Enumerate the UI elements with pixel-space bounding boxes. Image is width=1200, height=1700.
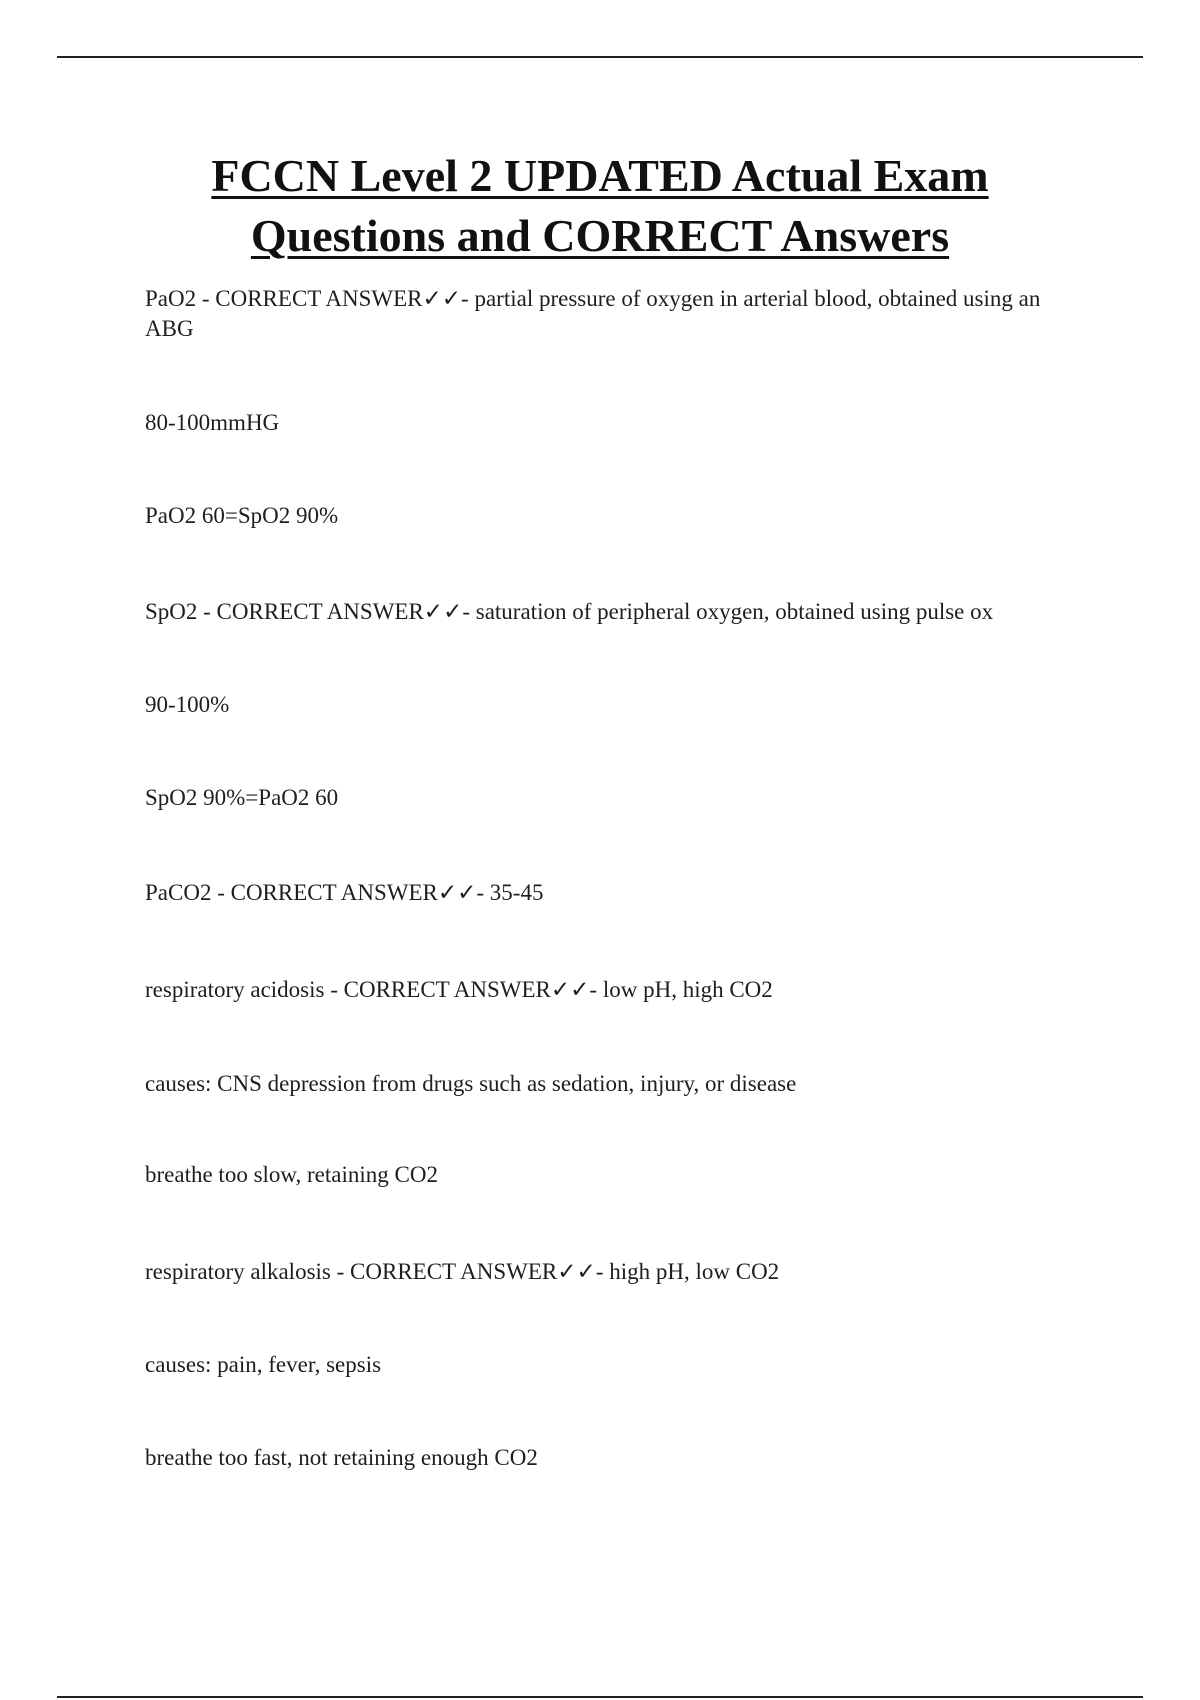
footer-rule [57,1696,1143,1698]
paragraph-pao2-definition: PaO2 - CORRECT ANSWER✓✓- partial pressure of oxygen in arterial blood, obtained using an ABG [145,286,1041,341]
paragraph-acidosis-mechanism: breathe too slow, retaining CO2 [145,1162,438,1187]
paragraph-respiratory-acidosis: respiratory acidosis - CORRECT ANSWER✓✓- low pH, high CO2 [145,977,773,1002]
paragraph-spo2-equivalence: SpO2 90%=PaO2 60 [145,785,339,810]
paragraph-alkalosis-mechanism: breathe too fast, not retaining enough CO2 [145,1445,538,1470]
paragraph-alkalosis-causes: causes: pain, fever, sepsis [145,1352,382,1377]
paragraph-respiratory-alkalosis: respiratory alkalosis - CORRECT ANSWER✓✓- high pH, low CO2 [145,1259,780,1284]
title-line-2: Questions and CORRECT Answers [250,210,950,261]
title-line-1: FCCN Level 2 UPDATED Actual Exam [211,150,989,201]
document-title [100,146,1100,266]
paragraph-spo2-definition: SpO2 - CORRECT ANSWER✓✓- saturation of peripheral oxygen, obtained using pulse ox [145,599,994,624]
paragraph-paco2-definition: PaCO2 - CORRECT ANSWER✓✓- 35-45 [145,880,544,905]
paragraph-acidosis-causes: causes: CNS depression from drugs such as sedation, injury, or disease [145,1071,797,1096]
paragraph-pao2-range: 80-100mmHG [145,410,280,435]
header-rule [57,56,1143,58]
paragraph-spo2-range: 90-100% [145,692,230,717]
paragraph-pao2-equivalence: PaO2 60=SpO2 90% [145,503,339,528]
